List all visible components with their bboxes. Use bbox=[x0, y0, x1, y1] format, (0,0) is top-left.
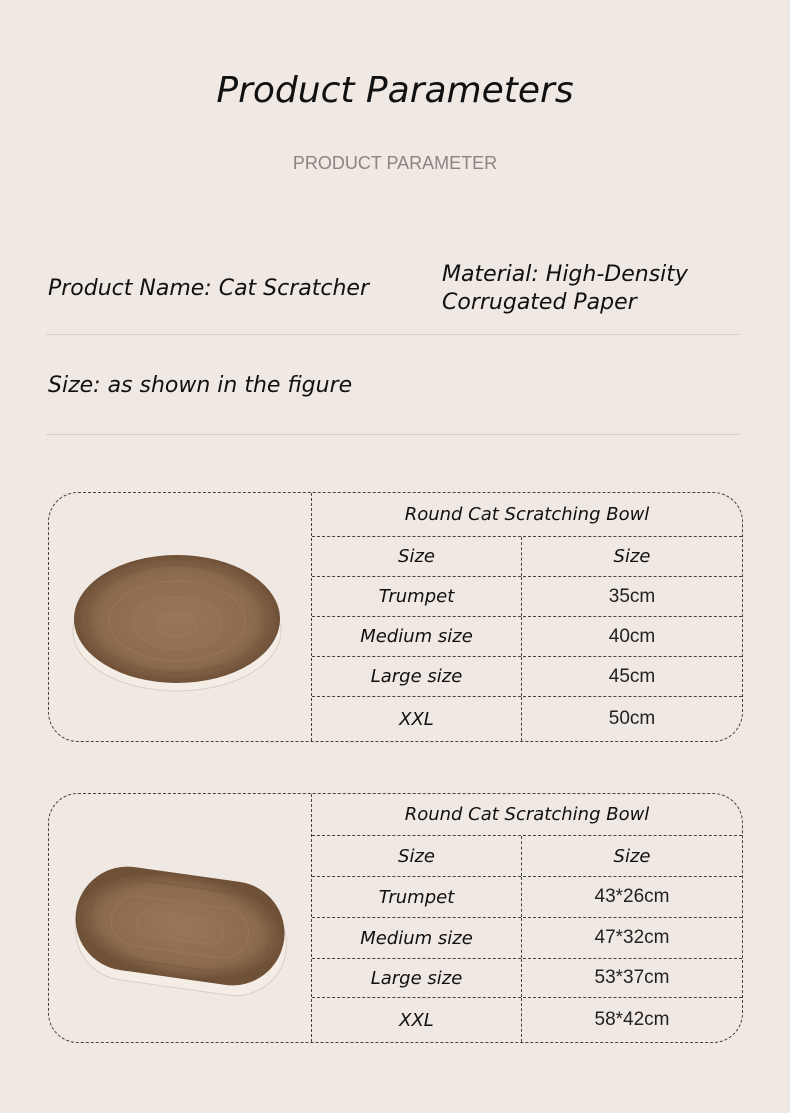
size-label: XXL bbox=[312, 697, 522, 741]
material-line-1: Material: High-Density bbox=[442, 262, 688, 287]
size-table-card-oval bbox=[48, 793, 743, 1043]
product-image-oval-bowl bbox=[49, 794, 312, 1042]
size-label: Trumpet bbox=[312, 877, 522, 917]
column-header: Size bbox=[613, 546, 651, 567]
size-value: 58*42cm bbox=[594, 1009, 670, 1030]
size-value: 50cm bbox=[608, 708, 656, 729]
material-line-2: Corrugated Paper bbox=[442, 290, 637, 315]
column-header: Size bbox=[613, 845, 651, 867]
column-header: Size bbox=[312, 836, 522, 876]
table-row bbox=[312, 697, 742, 741]
table-title-row bbox=[312, 493, 742, 537]
size-value: 40cm bbox=[608, 625, 656, 647]
size-table bbox=[312, 794, 742, 1042]
size-table bbox=[312, 493, 742, 741]
size-table-card-round bbox=[48, 492, 743, 742]
size-label: Large size bbox=[312, 959, 522, 997]
product-material bbox=[442, 261, 742, 317]
size-value: 35cm bbox=[608, 585, 656, 607]
size-label: Large size bbox=[312, 657, 522, 696]
product-name: Product Name: Cat Scratcher bbox=[48, 276, 369, 301]
product-size-note: Size: as shown in the figure bbox=[48, 373, 353, 398]
table-title-row bbox=[312, 794, 742, 836]
table-title: Round Cat Scratching Bowl bbox=[404, 804, 650, 825]
size-label: Medium size bbox=[312, 918, 522, 958]
page-subtitle: PRODUCT PARAMETER bbox=[292, 153, 498, 173]
table-header-row bbox=[312, 537, 742, 577]
size-label: Medium size bbox=[312, 617, 522, 656]
divider bbox=[46, 334, 740, 335]
table-row bbox=[312, 959, 742, 998]
size-label: Trumpet bbox=[312, 577, 522, 616]
table-row bbox=[312, 617, 742, 657]
product-image-round-bowl bbox=[49, 493, 312, 741]
table-row bbox=[312, 918, 742, 959]
table-header-row bbox=[312, 836, 742, 877]
size-value: 43*26cm bbox=[594, 886, 670, 907]
table-row bbox=[312, 577, 742, 617]
table-row bbox=[312, 657, 742, 697]
table-row bbox=[312, 877, 742, 918]
column-header: Size bbox=[312, 537, 522, 576]
page-title: Product Parameters bbox=[216, 70, 574, 111]
table-title: Round Cat Scratching Bowl bbox=[404, 504, 650, 525]
divider bbox=[46, 434, 740, 435]
size-label: XXL bbox=[312, 998, 522, 1042]
size-value: 53*37cm bbox=[594, 967, 670, 988]
size-value: 45cm bbox=[608, 665, 656, 687]
size-value: 47*32cm bbox=[594, 927, 670, 948]
table-row bbox=[312, 998, 742, 1042]
